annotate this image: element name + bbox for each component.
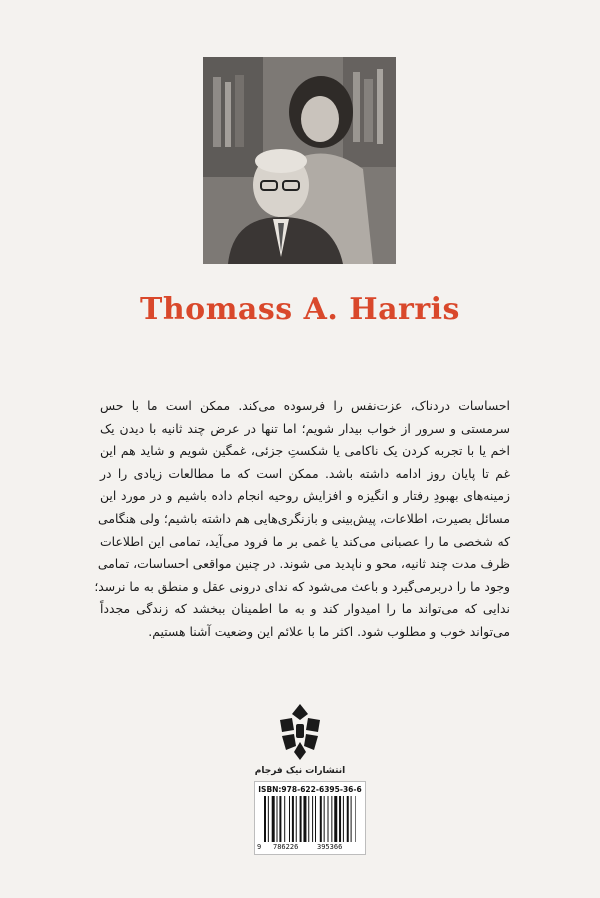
blurb-line: وجود ما را دربرمی‌گیرد و باعث می‌شود که ندای درونی عقل و منطق به ما نرسد؛ [94, 578, 510, 594]
blurb-line: غم تا پایان روز ادامه داشته باشد. ممکن است که ما مطالعات زیادی را در [100, 465, 510, 481]
blurb-line: می‌تواند خوب و مطلوب شود. اکثر ما با علائم این وضعیت آشنا هستیم. [148, 623, 510, 639]
blurb-line: زمینه‌های بهبودِ رفتار و انگیزه و افزایش روحیه انجام داده باشیم و در مورد این [100, 488, 510, 504]
publisher-logo-icon [274, 702, 326, 762]
blurb-line: ظرف مدت چند ثانیه، محو و ناپدید می شوند. در چنین مواقعی احساسات، تمامی [97, 556, 510, 572]
blurb-line: اخم یا با تجربه کردن یک ناکامی یا شکستِ جزئی، غمگین شویم و شاید هم این [100, 443, 510, 459]
author-name: Thomass A. Harris [140, 292, 460, 327]
barcode-digits-right: 395366 [317, 843, 343, 851]
isbn-number: ISBN:978-622-6395-36-6 [258, 785, 362, 794]
blurb-line: احساسات دردناک، عزت‌نفس را فرسوده می‌کند. ممکن است ما با حس [100, 398, 510, 413]
barcode-icon [264, 796, 356, 842]
publisher-name: انتشارات نیک فرجام [254, 766, 346, 776]
barcode-digits-left: 786226 [273, 843, 299, 851]
back-cover-blurb [94, 395, 510, 644]
barcode-digit-first: 9 [257, 843, 262, 851]
blurb-line: ندایی که می‌تواند ما را امیدوار کند و به ما اطمینان ببخشد که زندگی مجدداً [100, 601, 510, 617]
isbn-barcode [254, 781, 366, 855]
author-photo [203, 57, 396, 264]
blurb-line: مسائل بصیرت، اطلاعات، پیش‌بینی و بازنگری‌هایی هم داشته باشیم؛ ولی هنگامی [98, 510, 510, 526]
blurb-line: که شخصی ما را عصبانی می‌کند یا غمی بر ما فرود می‌آید، تمامی این اطلاعات [100, 533, 510, 549]
author-photo-image [203, 57, 396, 264]
blurb-line: سرمستی و سرور از خواب بیدار شویم؛ اما تنها در عرض چند ثانیه با دیدن یک [100, 420, 510, 436]
